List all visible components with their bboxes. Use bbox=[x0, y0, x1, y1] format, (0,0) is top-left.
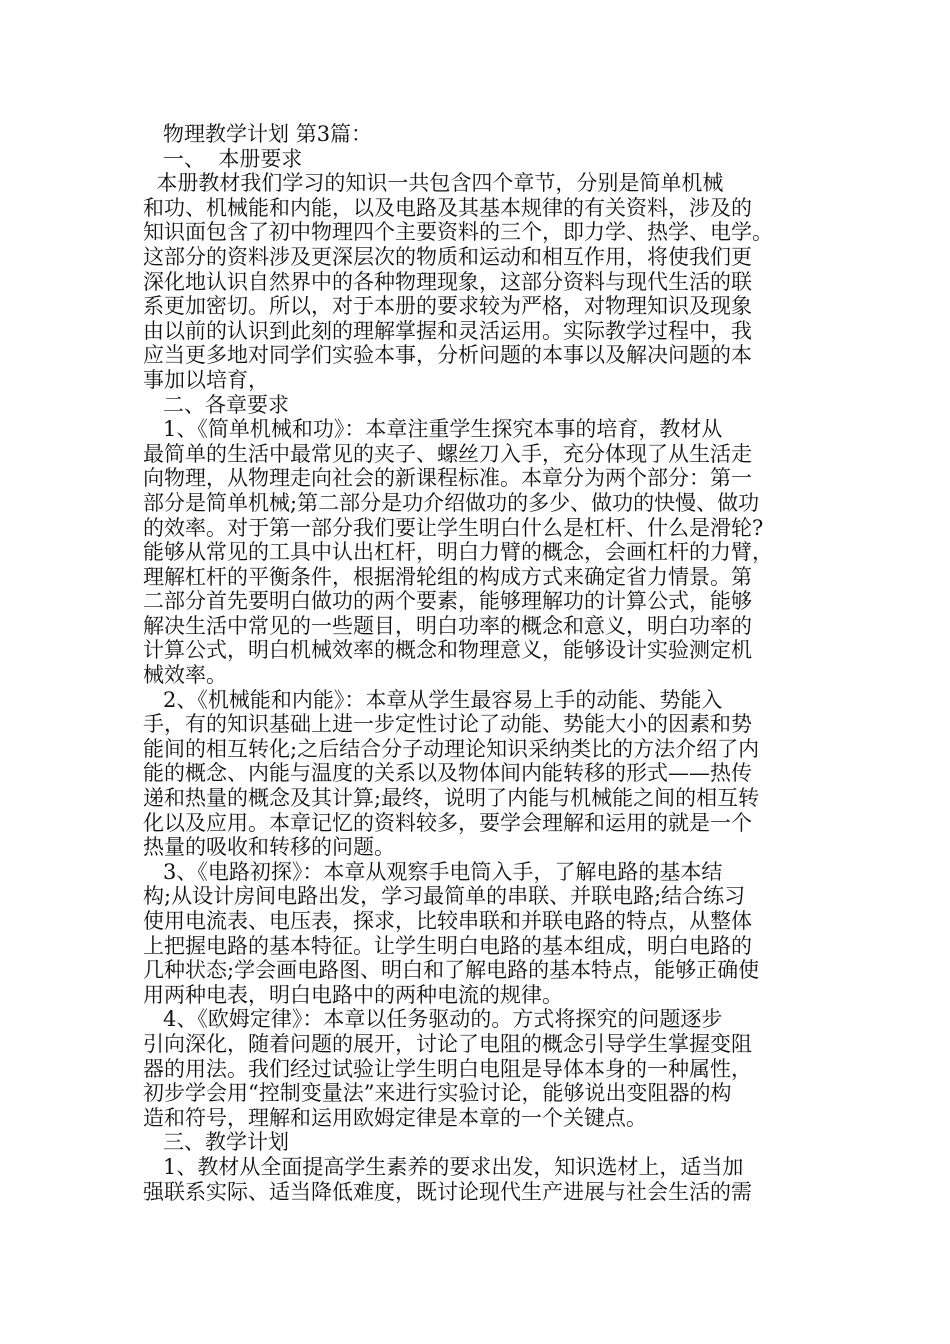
paragraph-line: 3、《电路初探》：本章从观察手电筒入手，了解电路的基本结 bbox=[143, 859, 723, 884]
section-heading-3: 三、教学计划 bbox=[143, 1130, 290, 1155]
section-heading-2: 二、各章要求 bbox=[143, 392, 290, 417]
paragraph-line: 深化地认识自然界中的各种物理现象，这部分资料与现代生活的联 bbox=[143, 269, 752, 294]
paragraph-line: 强联系实际、适当降低难度，既讨论现代生产进展与社会生活的需 bbox=[143, 1179, 752, 1204]
paragraph-line: 能够从常见的工具中认出杠杆，明白力臂的概念，会画杠杆的力臂， bbox=[143, 540, 773, 565]
paragraph-line: 热量的吸收和转移的问题。 bbox=[143, 835, 395, 860]
paragraph-line: 构;从设计房间电路出发，学习最简单的串联、并联电路;结合练习 bbox=[143, 884, 746, 909]
paragraph-line: 初步学会用“控制变量法”来进行实验讨论，能够说出变阻器的构 bbox=[143, 1081, 732, 1106]
paragraph-line: 用两种电表，明白电路中的两种电流的规律。 bbox=[143, 982, 563, 1007]
section-heading-1: 一、 本册要求 bbox=[143, 146, 303, 171]
paragraph-line: 器的用法。我们经过试验让学生明白电阻是导体本身的一种属性， bbox=[143, 1056, 752, 1081]
paragraph-line: 能的概念、内能与温度的关系以及物体间内能转移的形式——热传 bbox=[143, 761, 752, 786]
paragraph-line: 化以及应用。本章记忆的资料较多，要学会理解和运用的就是一个 bbox=[143, 810, 752, 835]
document-body bbox=[143, 122, 809, 1204]
paragraph-line: 使用电流表、电压表，探求，比较串联和并联电路的特点，从整体 bbox=[143, 909, 752, 933]
paragraph-line: 几种状态;学会画电路图、明白和了解电路的基本特点，能够正确使 bbox=[143, 958, 760, 983]
paragraph-line: 4、《欧姆定律》：本章以任务驱动的。方式将探究的问题逐步 bbox=[143, 1007, 723, 1032]
doc-title: 物理教学计划 第3篇： bbox=[143, 122, 373, 146]
paragraph-line: 和功、机械能和内能，以及电路及其基本规律的有关资料，涉及的 bbox=[143, 195, 752, 220]
paragraph-line: 计算公式，明白机械效率的概念和物理意义，能够设计实验测定机 bbox=[143, 638, 752, 663]
paragraph-line: 系更加密切。所以，对于本册的要求较为严格，对物理知识及现象 bbox=[143, 294, 752, 319]
paragraph-line: 能间的相互转化;之后结合分子动理论知识采纳类比的方法介绍了内 bbox=[143, 736, 760, 761]
paragraph-line: 2、《机械能和内能》：本章从学生最容易上手的动能、势能入 bbox=[143, 687, 723, 712]
paragraph-line: 递和热量的概念及其计算;最终，说明了内能与机械能之间的相互转 bbox=[143, 786, 760, 811]
paragraph-line: 1、教材从全面提高学生素养的要求出发，知识选材上，适当加 bbox=[143, 1154, 744, 1179]
paragraph-line: 1、《简单机械和功》：本章注重学生探究本事的培育，教材从 bbox=[143, 417, 723, 442]
paragraph-line: 由以前的认识到此刻的理解掌握和灵活运用。实际教学过程中，我 bbox=[143, 318, 752, 343]
paragraph-line: 解决生活中常见的一些题目，明白功率的概念和意义，明白功率的 bbox=[143, 613, 752, 638]
paragraph-line: 部分是简单机械;第二部分是功介绍做功的多少、做功的快慢、做功 bbox=[143, 490, 760, 515]
paragraph-line: 事加以培育， bbox=[143, 367, 269, 392]
paragraph-line: 理解杠杆的平衡条件，根据滑轮组的构成方式来确定省力情景。第 bbox=[143, 564, 752, 589]
paragraph-line: 向物理，从物理走向社会的新课程标准。本章分为两个部分：第一 bbox=[143, 466, 752, 491]
paragraph-line: 二部分首先要明白做功的两个要素，能够理解功的计算公式，能够 bbox=[143, 589, 752, 614]
paragraph-line: 知识面包含了初中物理四个主要资料的三个，即力学、热学、电学。 bbox=[143, 220, 773, 245]
paragraph-line: 上把握电路的基本特征。让学生明白电路的基本组成，明白电路的 bbox=[143, 933, 752, 958]
paragraph-line: 本册教材我们学习的知识一共包含四个章节，分别是简单机械 bbox=[143, 171, 724, 196]
paragraph-line: 造和符号，理解和运用欧姆定律是本章的一个关键点。 bbox=[143, 1105, 647, 1130]
paragraph-line: 手，有的知识基础上进一步定性讨论了动能、势能大小的因素和势 bbox=[143, 712, 752, 737]
paragraph-line: 应当更多地对同学们实验本事，分析问题的本事以及解决问题的本 bbox=[143, 343, 752, 368]
paragraph-line: 引向深化，随着问题的展开，讨论了电阻的概念引导学生掌握变阻 bbox=[143, 1031, 752, 1056]
paragraph-line: 的效率。对于第一部分我们要让学生明白什么是杠杆、什么是滑轮? bbox=[143, 515, 764, 540]
paragraph-line: 械效率。 bbox=[143, 663, 227, 688]
paragraph-line: 这部分的资料涉及更深层次的物质和运动和相互作用，将使我们更 bbox=[143, 244, 752, 269]
paragraph-line: 最简单的生活中最常见的夹子、螺丝刀入手，充分体现了从生活走 bbox=[143, 441, 752, 466]
